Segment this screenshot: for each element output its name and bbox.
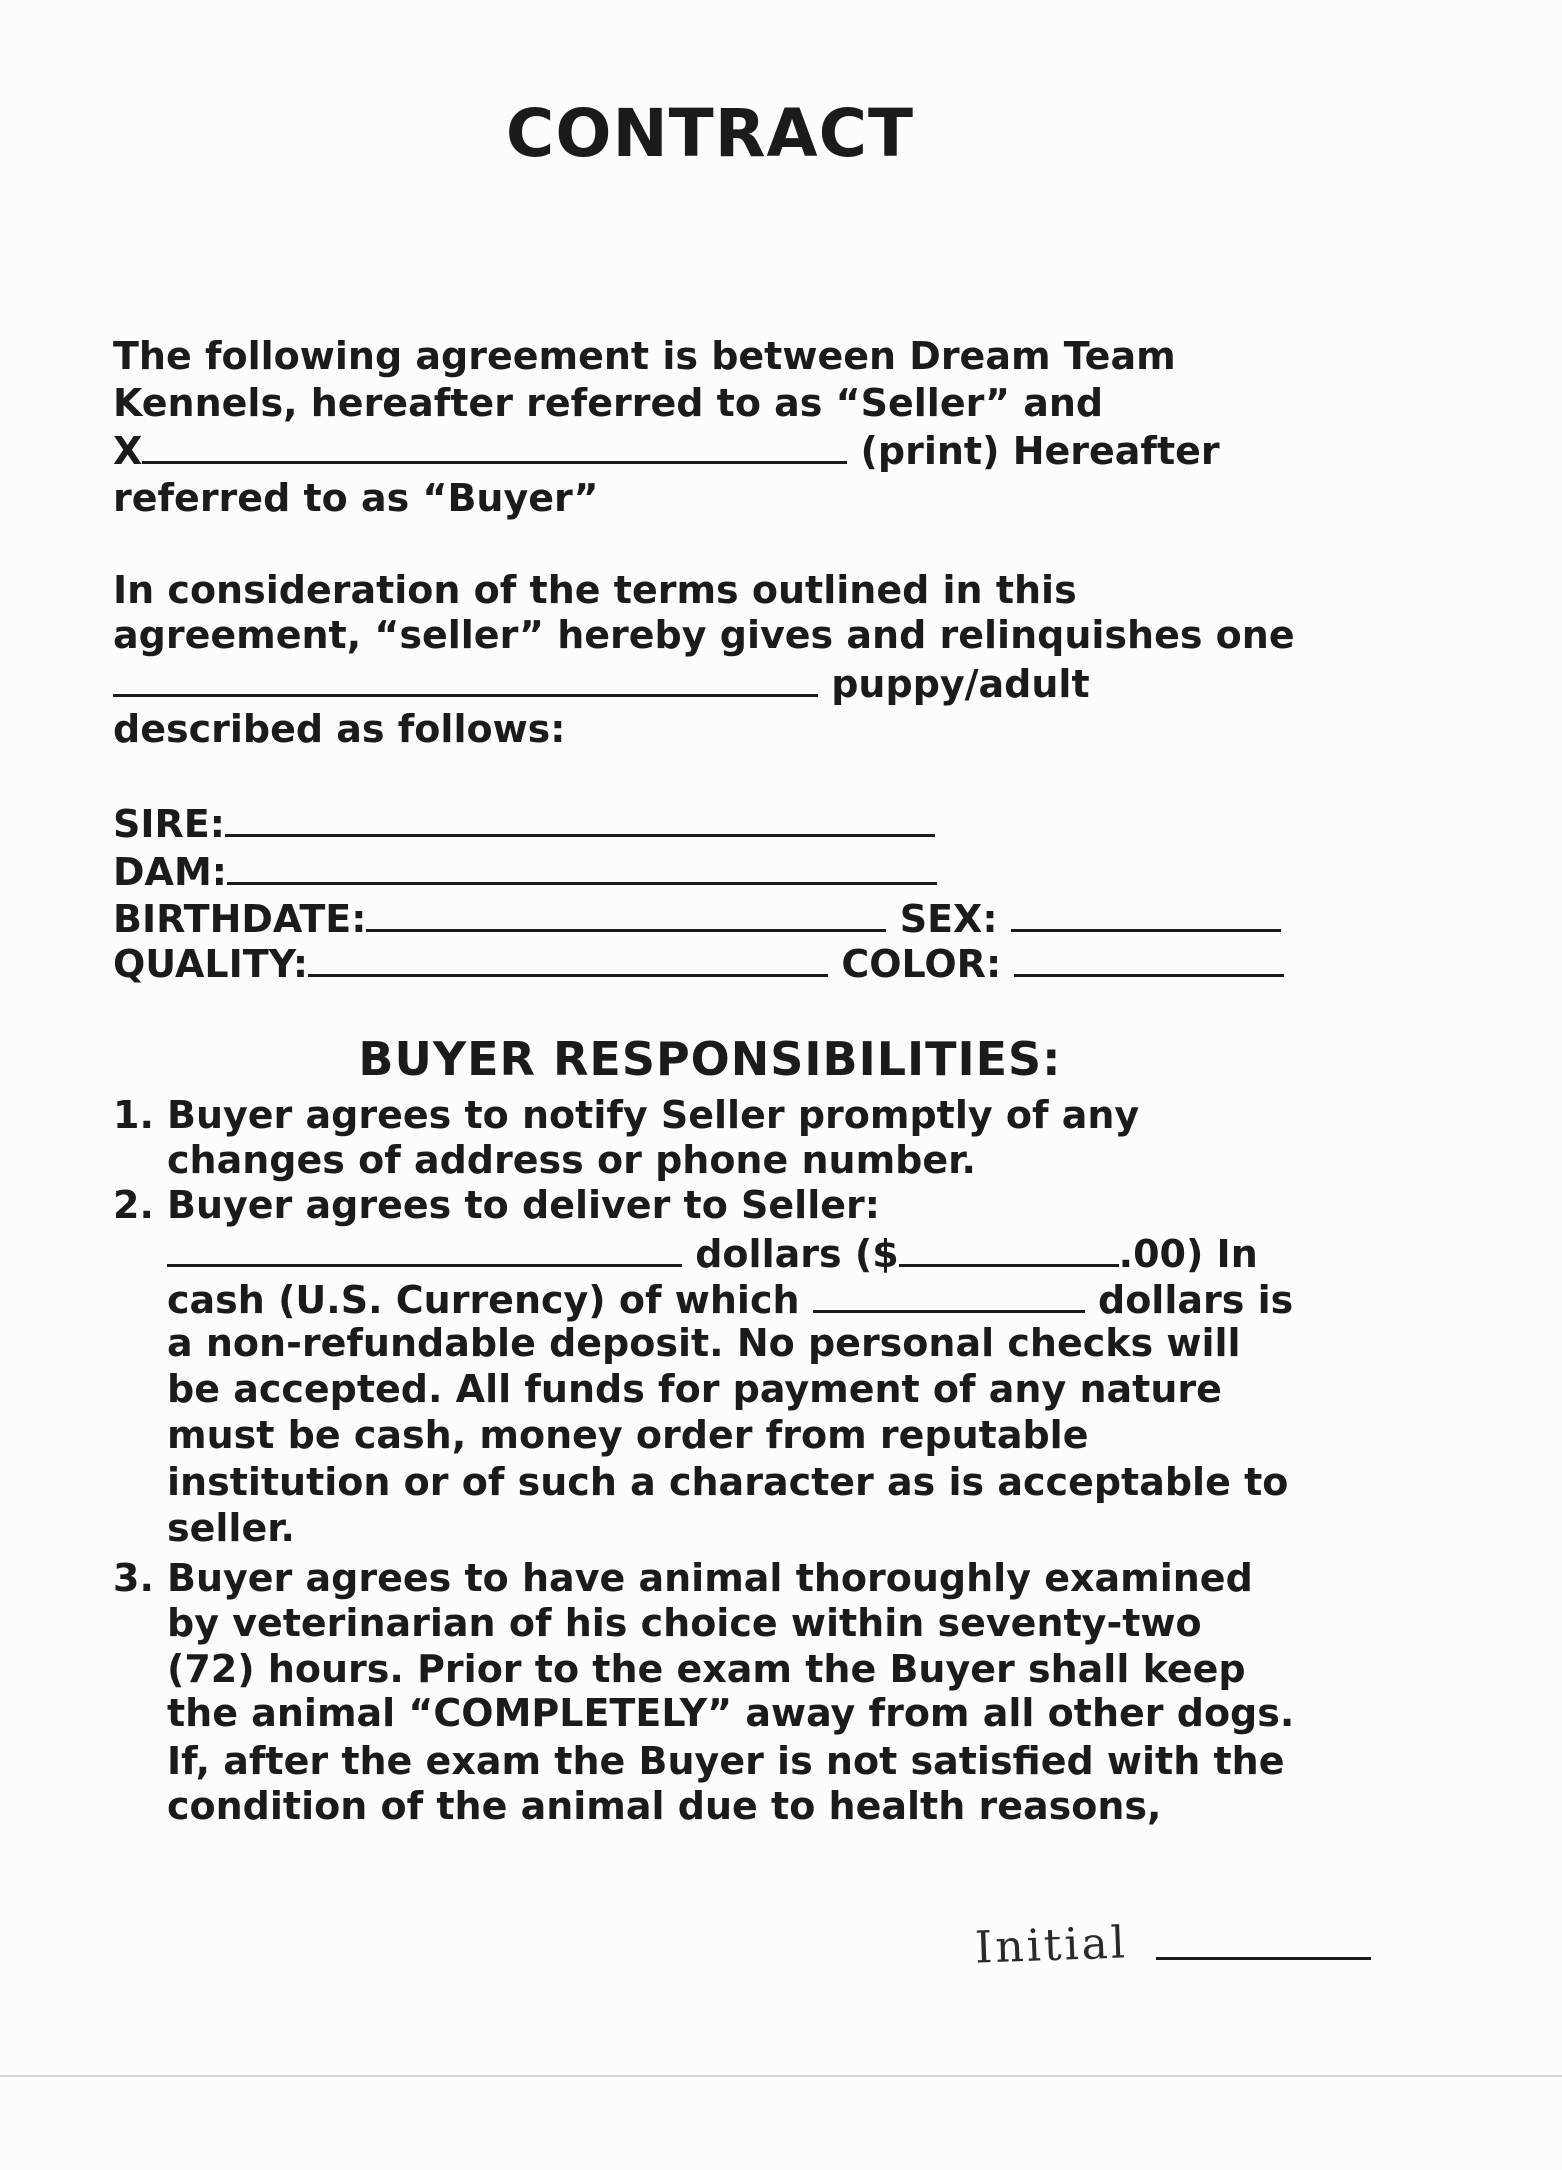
item-2-number: 2.	[113, 1183, 154, 1227]
item-1-text: Buyer agrees to notify Seller promptly of any	[167, 1093, 1140, 1137]
item-2-line-6: must be cash, money order from reputable	[167, 1413, 1089, 1457]
intro-line-3	[113, 425, 1220, 474]
deposit-field[interactable]	[813, 1274, 1085, 1313]
sire-row	[113, 798, 935, 847]
print-label: (print) Hereafter	[860, 429, 1220, 473]
consideration-line-4: described as follows:	[113, 707, 566, 751]
section-heading: BUYER RESPONSIBILITIES:	[358, 1032, 1062, 1086]
sire-field[interactable]	[225, 798, 935, 837]
item-3-line-6: condition of the animal due to health reasons,	[167, 1784, 1162, 1828]
sex-field[interactable]	[1011, 893, 1281, 932]
color-field[interactable]	[1014, 938, 1284, 977]
intro-line-4: referred to as “Buyer”	[113, 476, 599, 520]
item-3-line-1	[113, 1555, 1253, 1601]
puppy-adult-label: puppy/adult	[831, 662, 1090, 706]
birthdate-field[interactable]	[366, 893, 886, 932]
color-label: COLOR:	[841, 942, 1002, 986]
birthdate-row	[113, 893, 1281, 942]
consideration-line-2: agreement, “seller” hereby gives and relinquishes one	[113, 613, 1295, 657]
cash-label: cash (U.S. Currency) of which	[167, 1278, 800, 1322]
cents-label: .00) In	[1118, 1232, 1258, 1276]
item-1-number: 1.	[113, 1093, 154, 1137]
initial-label: Initial	[974, 1917, 1129, 1974]
quality-field[interactable]	[308, 938, 828, 977]
item-2-line-4: a non-refundable deposit. No personal checks will	[167, 1321, 1241, 1365]
page-title: CONTRACT	[505, 95, 915, 172]
quality-row	[113, 938, 1284, 987]
dollars-label: dollars ($	[695, 1232, 899, 1276]
item-2-line-5: be accepted. All funds for payment of any nature	[167, 1367, 1222, 1411]
item-3-line-4: the animal “COMPLETELY” away from all other dogs.	[167, 1691, 1295, 1735]
buyer-prefix: X	[113, 429, 143, 473]
initial-field[interactable]	[1156, 1921, 1371, 1960]
item-2-text: Buyer agrees to deliver to Seller:	[167, 1183, 880, 1227]
page-edge	[0, 2075, 1562, 2077]
price-words-field[interactable]	[167, 1228, 682, 1267]
consideration-line-1: In consideration of the terms outlined in this	[113, 568, 1077, 612]
quality-label: QUALITY:	[113, 942, 309, 986]
item-1-line-1	[113, 1092, 1139, 1138]
item-3-text: Buyer agrees to have animal thoroughly examined	[167, 1556, 1253, 1600]
item-2-line-1	[113, 1182, 880, 1228]
item-3-line-2: by veterinarian of his choice within seventy-two	[167, 1601, 1202, 1645]
intro-line-2: Kennels, hereafter referred to as “Seller” and	[113, 381, 1104, 425]
sex-label: SEX:	[899, 897, 998, 941]
initial-block	[974, 1917, 1371, 1974]
item-2-line-7: institution or of such a character as is acceptable to	[167, 1460, 1289, 1504]
consideration-line-3	[113, 658, 1090, 707]
item-3-line-5: If, after the exam the Buyer is not satisfied with the	[167, 1739, 1285, 1783]
item-2-line-8: seller.	[167, 1506, 295, 1550]
dollars-is-label: dollars is	[1098, 1278, 1294, 1322]
item-2-line-3	[167, 1274, 1293, 1323]
breed-field[interactable]	[113, 658, 818, 697]
buyer-name-field[interactable]	[142, 425, 847, 464]
dam-field[interactable]	[227, 846, 937, 885]
price-number-field[interactable]	[899, 1228, 1119, 1267]
item-1-line-2: changes of address or phone number.	[167, 1138, 976, 1182]
item-2-line-2	[167, 1228, 1258, 1277]
birthdate-label: BIRTHDATE:	[113, 897, 367, 941]
sire-label: SIRE:	[113, 802, 225, 846]
item-3-line-3: (72) hours. Prior to the exam the Buyer shall keep	[167, 1647, 1246, 1691]
item-3-number: 3.	[113, 1556, 154, 1600]
dam-row	[113, 846, 937, 895]
dam-label: DAM:	[113, 850, 227, 894]
intro-line-1: The following agreement is between Dream Team	[113, 334, 1176, 378]
